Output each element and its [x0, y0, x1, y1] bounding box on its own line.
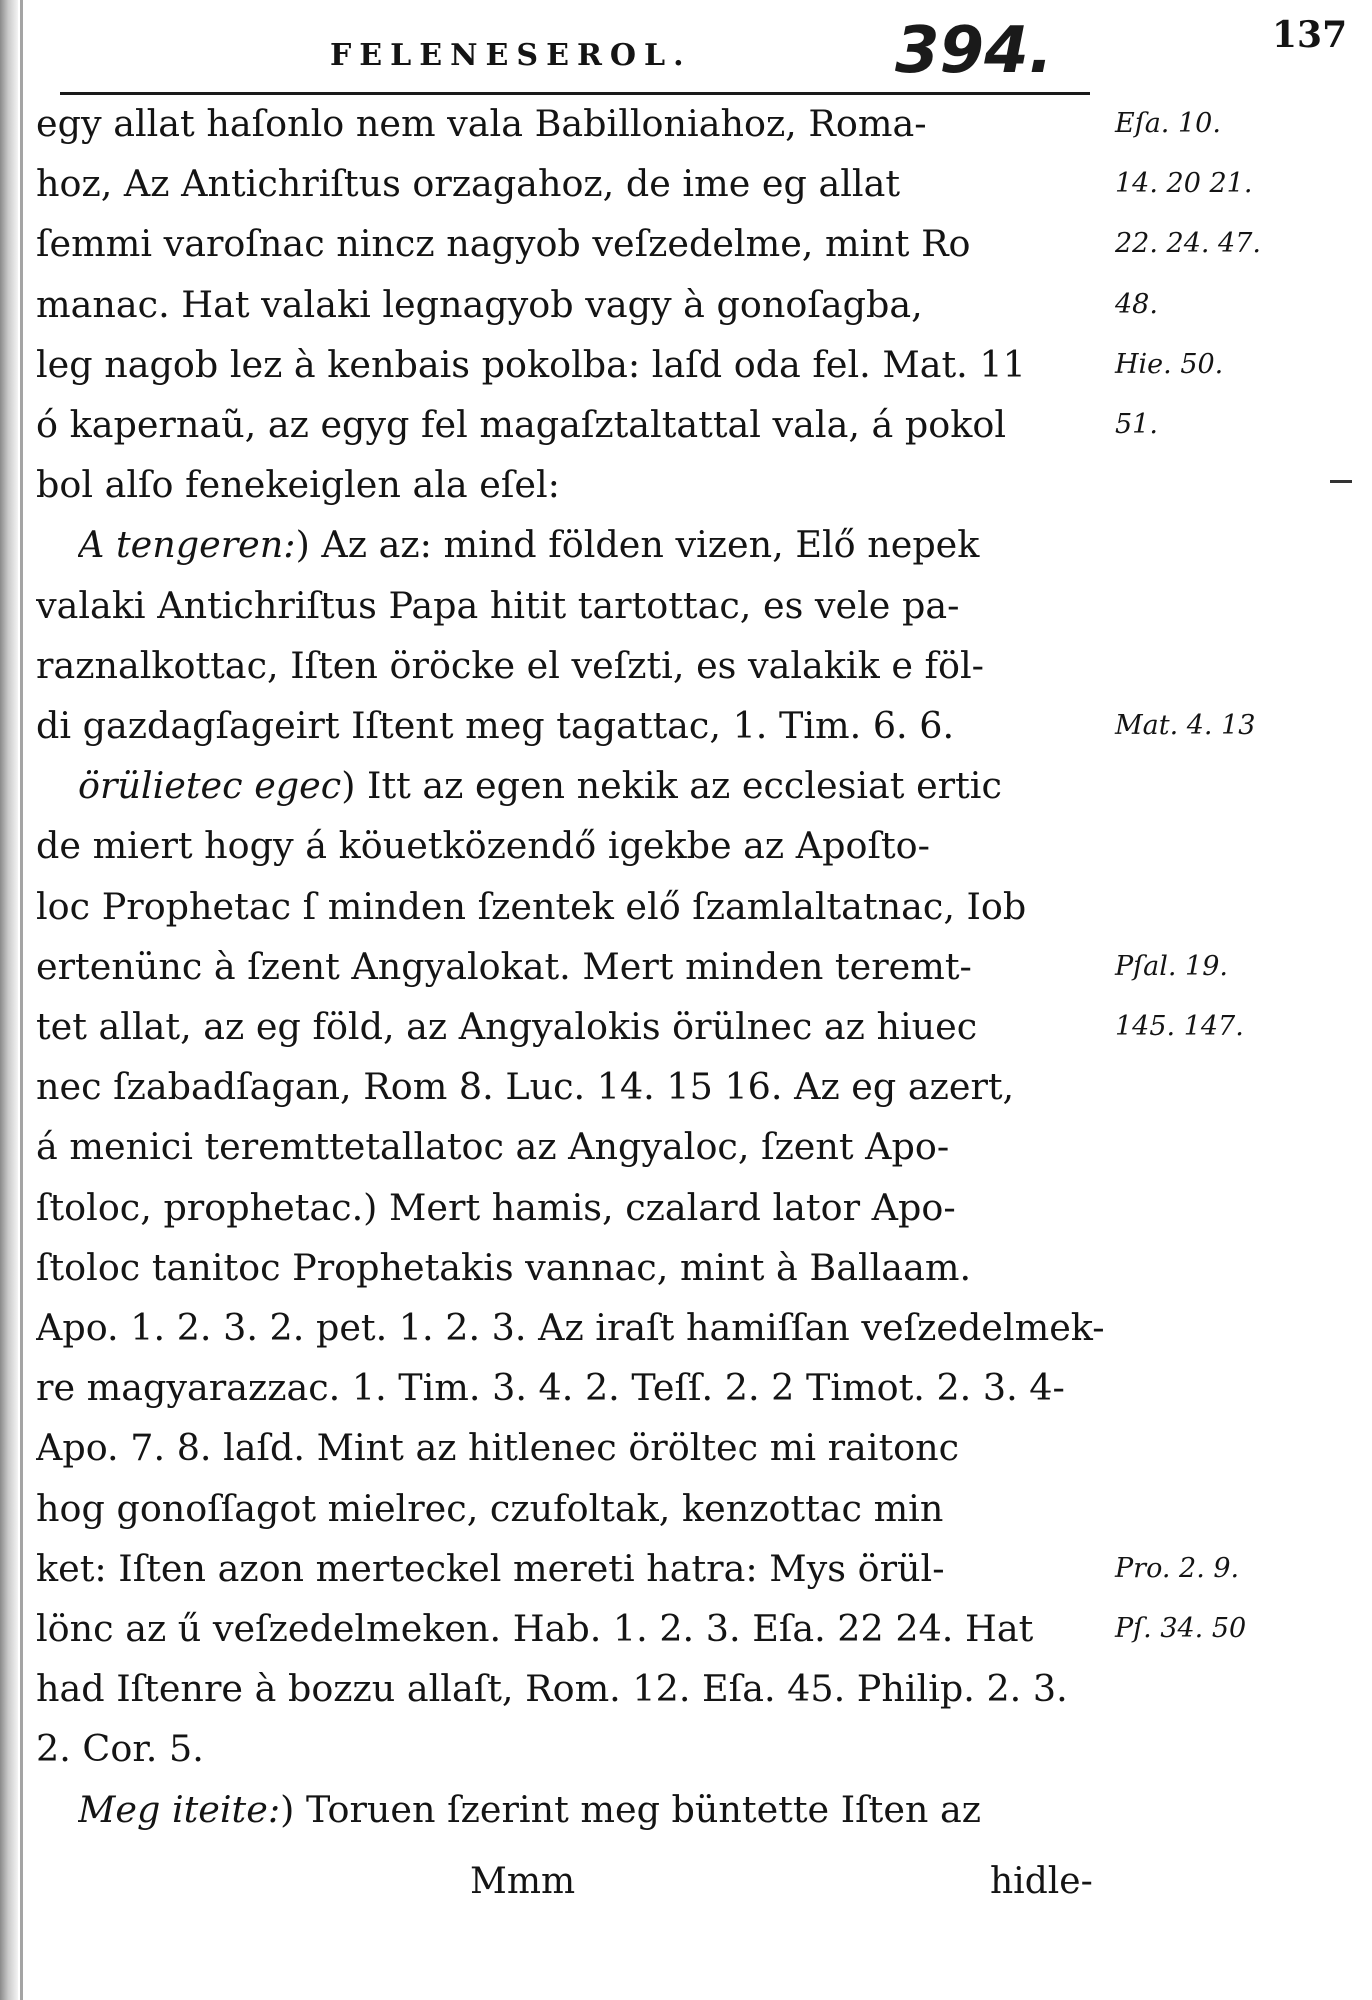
text-line [36, 885, 1116, 929]
line-text: Apo. 1. 2. 3. 2. pet. 1. 2. 3. Az iraſt hamiſſan veſzedelmek- [36, 1306, 1105, 1349]
margin-note: Pſ. 34. 50 [1115, 1613, 1247, 1644]
line-text: valaki Antichriſtus Papa hitit tartottac, es vele pa- [36, 583, 960, 627]
text-line [36, 343, 1116, 387]
text-line [36, 283, 1116, 327]
line-text: ſtoloc, prophetac.) Mert hamis, czalard lator Apo- [36, 1185, 956, 1229]
line-text: leg nagob lez à kenbais pokolba: laſd oda fel. Mat. 11 [36, 342, 1026, 386]
margin-note: 51. [1115, 409, 1158, 440]
text-line [36, 1487, 1116, 1531]
lemma-lead: örülietec egec [78, 764, 342, 808]
line-text: ) Toruen ſzerint meg büntette Iſten az [280, 1787, 982, 1831]
lemma-lead: A tengeren: [78, 523, 296, 567]
folio-number-handwritten: 394. [895, 14, 1053, 88]
margin-note: Mat. 4. 13 [1115, 710, 1256, 741]
text-line [36, 1246, 1116, 1290]
text-line [36, 1366, 1116, 1410]
text-line [36, 162, 1116, 206]
text-line [36, 463, 1116, 507]
text-line [36, 1125, 1116, 1169]
text-line [78, 523, 1118, 567]
line-text: ſtoloc tanitoc Prophetakis vannac, mint à Ballaam. [36, 1245, 972, 1289]
margin-note: 22. 24. 47. [1115, 228, 1261, 260]
text-line [36, 1186, 1116, 1230]
line-text: nec ſzabadſagan, Rom 8. Luc. 14. 15 16. Az eg azert, [36, 1065, 1015, 1109]
text-line [36, 1607, 1116, 1651]
text-line [36, 945, 1116, 989]
text-line [36, 1547, 1116, 1591]
line-text: had Iſtenre à bozzu allaſt, Rom. 12. Eſa. 45. Philip. 2. 3. [36, 1667, 1068, 1711]
line-text: ) Itt az egen nekik az ecclesiat ertic [341, 764, 1002, 808]
margin-note: 48. [1115, 288, 1158, 320]
signature-mark: Mmm [470, 1861, 576, 1902]
text-line [78, 1788, 1118, 1832]
text-line [78, 764, 1118, 808]
line-text: ket: Iſten azon merteckel mereti hatra: Mys örül- [36, 1546, 945, 1590]
line-text: egy allat haſonlo nem vala Babilloniahoz, Roma- [36, 102, 927, 145]
margin-note: Eſa. 10. [1115, 108, 1221, 139]
text-line [36, 1667, 1116, 1711]
text-line [36, 222, 1116, 266]
folio-number-corner: 137 [1272, 14, 1348, 56]
line-text: di gazdagſageirt Iſtent meg tagattac, 1. Tim. 6. 6. [36, 704, 955, 747]
line-text: ) Az az: mind földen vizen, Elő nepek [295, 523, 980, 567]
margin-dash-mark [1330, 480, 1352, 483]
line-text: lönc az ű veſzedelmeken. Hab. 1. 2. 3. Eſa. 22 24. Hat [36, 1607, 1034, 1650]
line-text: ſemmi varoſnac nincz nagyob veſzedelme, mint Ro [36, 222, 971, 266]
line-text: 2. Cor. 5. [36, 1727, 204, 1771]
text-line [36, 1306, 1116, 1350]
text-line [36, 102, 1116, 146]
text-line [36, 704, 1116, 748]
margin-note: Pro. 2. 9. [1115, 1552, 1240, 1584]
header-rule [60, 92, 1090, 95]
line-text: hoz, Az Antichriſtus orzagahoz, de ime eg allat [36, 162, 901, 206]
text-line [36, 1727, 1116, 1771]
line-text: re magyarazzac. 1. Tim. 3. 4. 2. Teſſ. 2. 2 Timot. 2. 3. 4- [36, 1366, 1065, 1410]
line-text: á menici teremttetallatoc az Angyaloc, ſzent Apo- [36, 1125, 950, 1169]
margin-note: 145. 147. [1115, 1011, 1244, 1042]
text-line [36, 1005, 1116, 1049]
line-text: ertenünc à ſzent Angyalokat. Mert minden teremt- [36, 944, 972, 988]
text-line [36, 644, 1116, 688]
running-head: FELENESEROL. [330, 38, 692, 73]
line-text: Apo. 7. 8. laſd. Mint az hitlenec öröltec mi raitonc [36, 1426, 960, 1470]
text-line [36, 1065, 1116, 1109]
line-text: bol alſo fenekeiglen ala eſel: [36, 463, 560, 507]
line-text: loc Prophetac ſ minden ſzentek elő ſzamlaltatnac, Iob [36, 884, 1027, 928]
binding-gutter-line [20, 0, 23, 2000]
line-text: raznalkottac, Iſten öröcke el veſzti, es valakik e föl- [36, 643, 985, 687]
line-text: hog gonoſſagot mielrec, czufoltak, kenzottac min [36, 1486, 944, 1530]
line-text: de miert hogy á köuetközendő igekbe az Apoſto- [36, 824, 930, 868]
text-line [36, 824, 1116, 868]
line-text: manac. Hat valaki legnagyob vagy à gonoſagba, [36, 282, 923, 326]
catchword: hidle- [990, 1861, 1093, 1902]
margin-note: 14. 20 21. [1115, 168, 1253, 200]
text-line [36, 403, 1116, 447]
margin-note: Pſal. 19. [1115, 950, 1228, 982]
lemma-lead: Meg iteite: [78, 1787, 281, 1831]
line-text: ó kapernaũ, az egyg fel magaſztaltattal vala, á pokol [36, 403, 1007, 446]
margin-note: Hie. 50. [1115, 348, 1224, 380]
line-text: tet allat, az eg föld, az Angyalokis örülnec az hiuec [36, 1005, 978, 1048]
text-line [36, 1426, 1116, 1470]
binding-gutter-shadow [0, 0, 18, 2000]
text-line [36, 584, 1116, 628]
